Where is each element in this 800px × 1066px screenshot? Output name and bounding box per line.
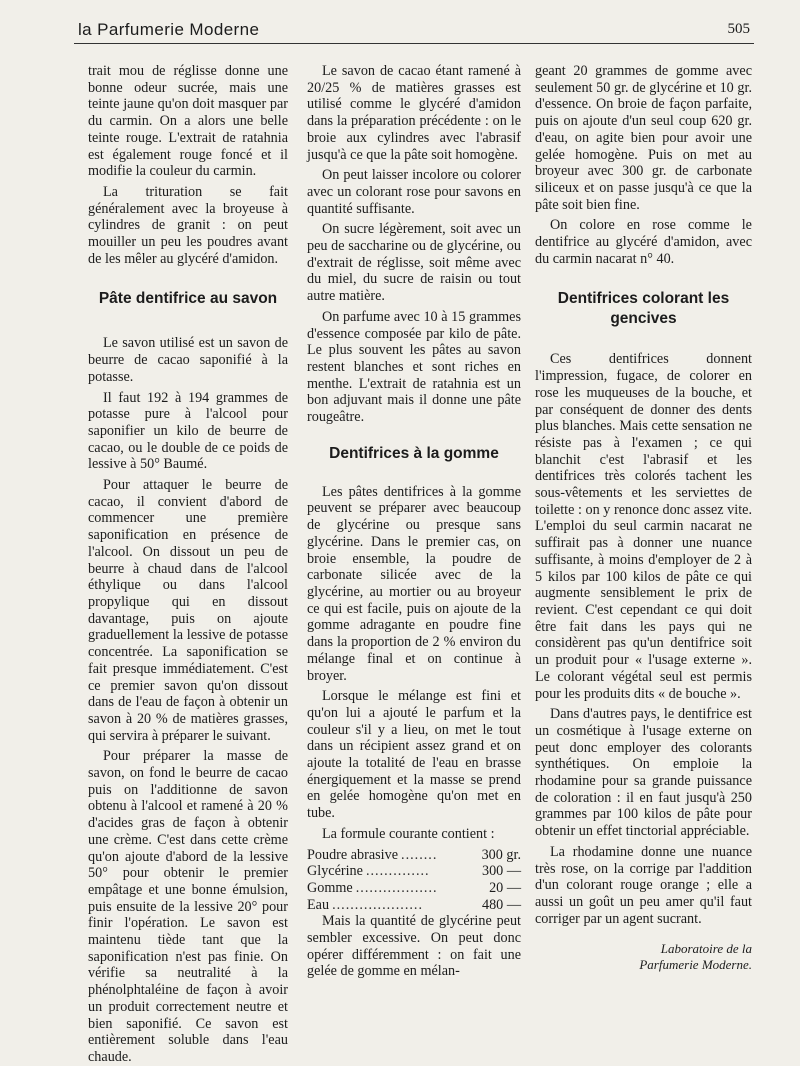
- paragraph: Pour attaquer le beurre de cacao, il convient d'abord de commencer une première saponification en présence de l'alcool. On dissout un peu de beurre à chaud dans de l'alcool éthylique ou dans l'alcool propylique qui en dissout davantage, puis on ajoute graduellement la lessive de potasse concentrée. La saponification se fait presque immédiatement. C'est ce premier savon qu'on dissout dans de l'eau de façon à obtenir un savon à 20 % de matières grasses, qui servira à préparer le suivant.: [88, 477, 288, 744]
- section-heading-savon: Pâte dentifrice au savon: [98, 290, 278, 308]
- paragraph: Mais la quantité de glycérine peut sembler excessive. On peut donc opérer différemment : on fait une gelée de gomme en mélan-: [307, 913, 521, 980]
- paragraph: Le savon de cacao étant ramené à 20/25 % de matières grasses est utilisé comme le glycéré d'amidon dans la préparation précédente : on le broie aux cylindres avec l'abrasif jusqu'à ce que la pâte soit homogène.: [307, 63, 521, 163]
- paragraph: On sucre légèrement, soit avec un peu de saccharine ou de glycérine, ou d'extrait de réglisse, soit même avec du miel, du sucre de raisin ou tout autre matière.: [307, 221, 521, 305]
- formula-row: [307, 847, 521, 864]
- paragraph: On colore en rose comme le dentifrice au glycéré d'amidon, avec du carmin nacarat n° 40.: [535, 217, 752, 267]
- paragraph: Ces dentifrices donnent l'impression, fugace, de colorer en rose les muqueuses de la bouche, et par conséquent de donner des dents plus blanches. Mais cette sensation ne résiste pas à l'examen ; ce qui blanchit c'est l'abrasif et les dentifrices très colorés tachent les sous-vêtements et les serviettes de toilette : on y renonce donc assez vite. L'emploi du seul carmin nacarat ne suffirait pas à donner une nuance suffisante, à moins d'employer de 2 à 5 kilos par 100 kilos de pâte ce qui augmente sensiblement le prix de revient. C'est cependant ce qui doit être fait dans les pays qui ne considèrent pas qu'un dentifrice soit un produit pour « l'usage externe ». Le colorant végétal seul est permis pour les produits dits « de bouche ».: [535, 351, 752, 702]
- ingredient-qty: 300 —: [481, 863, 521, 880]
- author-credit: [535, 941, 752, 973]
- column-2: [307, 63, 521, 980]
- ingredient-name: Glycérine: [307, 863, 363, 880]
- section-heading-gomme: Dentifrices à la gomme: [329, 444, 499, 462]
- credit-line-1: Laboratoire de la: [660, 941, 752, 957]
- leader-dots: ..................: [355, 879, 438, 896]
- paragraph: On peut laisser incolore ou colorer avec un colorant rose pour savons en quantité suffisante.: [307, 167, 521, 217]
- paragraph: Le savon utilisé est un savon de beurre de cacao saponifié à la potasse.: [88, 335, 288, 385]
- section-heading-gencives: Dentifrices colorant les gencives: [557, 290, 730, 328]
- credit-line-2: Parfumerie Moderne.: [639, 957, 752, 973]
- page-header: [78, 20, 750, 44]
- paragraph: Les pâtes dentifrices à la gomme peuvent se préparer avec beaucoup de glycérine ou presque sans glycérine. Dans le premier cas, on broie ensemble, la poudre de carbonate silicée avec de la glycérine, au mortier ou au broyeur ce qui est facile, puis on ajoute de la gomme adragante en poudre fine dans la proportion de 2 % environ du mélange final et on continue à broyer.: [307, 483, 521, 684]
- paragraph: trait mou de réglisse donne une bonne odeur sucrée, mais une teinte jaune qu'on doit masquer par du carmin. On a alors une belle teinte rouge. L'extrait de ratahnia est également rouge foncé et il modifie la couleur du carmin.: [88, 63, 288, 180]
- ingredient-name: Poudre abrasive: [307, 846, 399, 863]
- leader-dots: ....................: [332, 896, 423, 913]
- column-3: [535, 63, 752, 973]
- paragraph: Lorsque le mélange est fini et qu'on lui a ajouté le parfum et la couleur s'il y a lieu, on met le tout dans un récipient assez grand et on ajoute la totalité de l'eau en brasse énergiquement et la masse se prend en gelée homogène qu'on met en tube.: [307, 688, 521, 822]
- formula-row: [307, 897, 521, 914]
- paragraph: Il faut 192 à 194 grammes de potasse pure à l'alcool pour saponifier un kilo de beurre de cacao, ou le double de ce poids de lessive à 50° Baumé.: [88, 389, 288, 473]
- leader-dots: ..............: [365, 863, 430, 880]
- formula-intro: La formule courante contient :: [322, 825, 495, 842]
- ingredient-qty: 20 —: [489, 879, 521, 896]
- leader-dots: ........: [401, 846, 438, 863]
- formula-row: [307, 863, 521, 880]
- ingredient-qty: 480 —: [481, 896, 521, 913]
- formula-row: [307, 880, 521, 897]
- paragraph: geant 20 grammes de gomme avec seulement 50 gr. de glycérine et 10 gr. d'essence. On broie de façon parfaite, puis on ajoute d'un seul coup 620 gr. d'eau, on agite bien pour avoir une gelée homogène. Puis on met au broyeur avec 300 gr. de carbonate siliceux et on passe jusqu'à ce que la pâte soit bien fine.: [535, 63, 752, 213]
- column-1: [88, 63, 288, 1066]
- ingredient-qty: 300 gr.: [481, 846, 521, 863]
- journal-title: la Parfumerie Moderne: [78, 20, 260, 39]
- paragraph: La rhodamine donne une nuance très rose, on la corrige par l'addition d'un colorant rouge orange ; elle a aussi un goût un peu amer qu'il faut corriger par un agent sucrant.: [535, 843, 752, 927]
- header-rule: [74, 43, 754, 44]
- page-number: 505: [727, 21, 750, 37]
- paragraph: Dans d'autres pays, le dentifrice est un cosmétique à l'usage externe on peut donc employer des colorants synthétiques. On emploie la rhodamine pour sa grande puissance de coloration : il en faut jusqu'à 250 grammes par 100 kilos de pâte pour obtenir un effet tinctorial appréciable.: [535, 706, 752, 840]
- formula-table: [307, 847, 521, 914]
- paragraph: Pour préparer la masse de savon, on fond le beurre de cacao puis on l'additionne de savon obtenu à l'alcool et ramené à 20 % d'acides gras de façon à obtenir une crème. C'est dans cette crème qu'on ajoute d'abord de la lessive 50° pour obtenir le premier empâtage et une bonne émulsion, puis ensuite de la lessive 20° pour finir l'opération. Le savon est maintenu tiède tant que la saponification n'est pas finie. On vérifie sa neutralité à la phénolphtaléine de façon à avoir un produit correctement neutre et bien saponifié. Ce savon est entièrement soluble dans l'eau chaude.: [88, 748, 288, 1065]
- paragraph: La trituration se fait généralement avec la broyeuse à cylindres de granit : on peut mouiller un peu les poudres avant de les mêler au glycéré d'amidon.: [88, 183, 288, 267]
- ingredient-name: Eau: [307, 896, 330, 913]
- paragraph: On parfume avec 10 à 15 grammes d'essence composée par kilo de pâte. Le plus souvent les pâtes au savon restent blanches et sont riches en menthe. L'extrait de ratahnia est un bon adjuvant mais il donne une pâte rougeâtre.: [307, 308, 521, 426]
- ingredient-name: Gomme: [307, 879, 353, 896]
